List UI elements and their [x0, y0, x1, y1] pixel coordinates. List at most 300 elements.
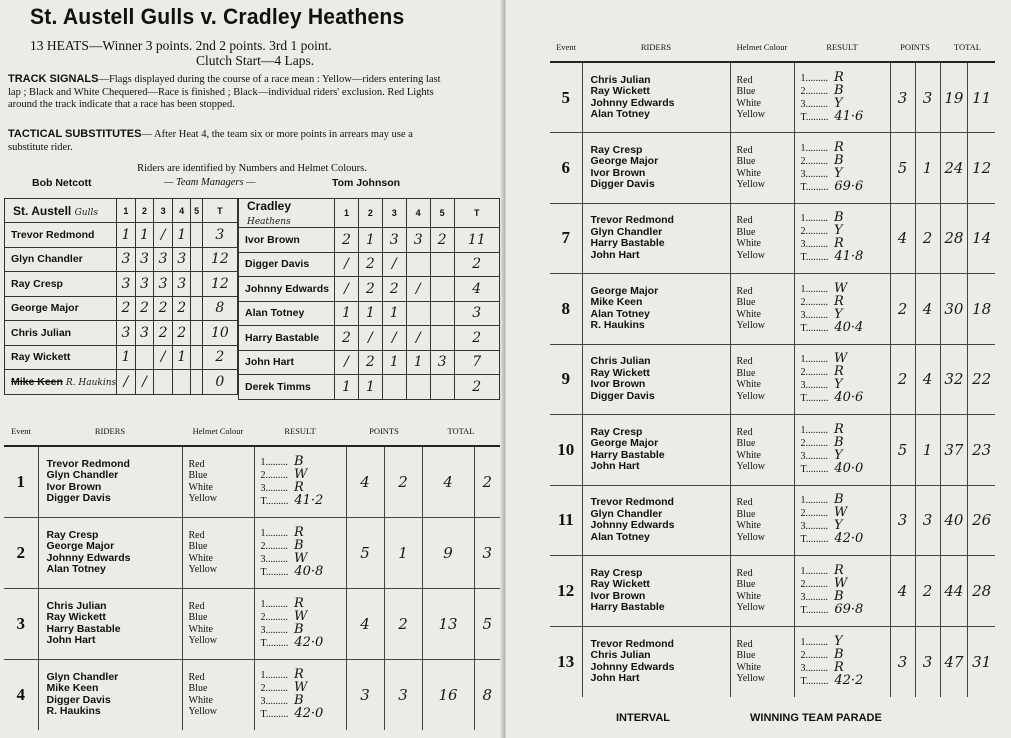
result-line: 2......... B: [800, 152, 844, 168]
helmet-colour: Red: [188, 671, 205, 683]
heat-number: 7: [550, 203, 582, 274]
grid-col-header: 2: [358, 199, 382, 228]
running-total-home: 47: [940, 626, 968, 697]
heat-helmets: [182, 446, 254, 517]
heat-row: [550, 203, 995, 274]
grid-row: [239, 326, 500, 351]
running-total-away: 31: [968, 626, 995, 697]
grid-score: 3: [154, 247, 173, 272]
grid-rider-name: Ray Cresp: [5, 272, 117, 297]
heat-rider: Chris Julian: [590, 355, 651, 368]
heat-points-away: 3: [915, 626, 940, 697]
heat-number: 5: [550, 62, 582, 133]
heat-points-away: 1: [915, 133, 940, 204]
result-line: 1......... R: [800, 139, 844, 155]
heat-rider: Ray Cresp: [590, 566, 643, 579]
running-total-home: 44: [940, 556, 968, 627]
grid-rider-name: John Hart: [239, 350, 335, 375]
grid-score: 1: [135, 223, 154, 248]
heat-rider: Mike Keen: [590, 296, 643, 309]
grid-row: [5, 272, 238, 297]
grid-rider-name: Trevor Redmond: [5, 223, 117, 248]
helmet-colour: Blue: [736, 226, 756, 238]
helmet-colour: White: [736, 520, 761, 532]
grid-score: /: [358, 326, 382, 351]
col-total: TOTAL: [422, 416, 500, 446]
grid-score: 1: [335, 301, 359, 326]
grid-score: [406, 375, 430, 400]
heat-riders: [38, 659, 182, 730]
grid-col-header: 5: [430, 199, 454, 228]
grid-col-header: T: [202, 199, 237, 223]
grid-col-header: 3: [154, 199, 173, 223]
col-riders: RIDERS: [38, 416, 182, 446]
grid-col-header: 3: [382, 199, 406, 228]
heat-number: 12: [550, 556, 582, 627]
result-line: T......... 42·0: [260, 634, 324, 650]
grid-score: [406, 301, 430, 326]
grid-score: 3: [135, 272, 154, 297]
heat-helmets: [730, 626, 794, 697]
identification-note: Riders are identified by Numbers and Helmet Colours.: [137, 163, 367, 174]
heat-rider: Ivor Brown: [46, 480, 102, 493]
heat-number: 13: [550, 626, 582, 697]
heat-points-away: 2: [915, 556, 940, 627]
heat-riders: [582, 344, 730, 415]
result-line: 3......... Y: [800, 306, 843, 322]
grid-score: /: [335, 252, 359, 277]
col-points: POINTS: [346, 416, 422, 446]
helmet-colour: Yellow: [188, 635, 217, 646]
grid-score: [191, 296, 202, 321]
grid-score: 2: [202, 345, 237, 370]
heat-row: [550, 415, 995, 486]
heat-rider: Digger Davis: [590, 178, 655, 191]
helmet-colour: White: [188, 552, 213, 564]
helmet-colour: Blue: [736, 367, 756, 379]
heat-result: [794, 626, 890, 697]
heat-result: [254, 659, 346, 730]
grid-score: 1: [382, 350, 406, 375]
helmet-colour: Red: [736, 215, 753, 227]
heat-riders: [582, 556, 730, 627]
heat-result: [794, 344, 890, 415]
helmet-colour: White: [736, 449, 761, 461]
helmet-colour: Blue: [736, 86, 756, 97]
running-total-away: 5: [474, 588, 500, 659]
grid-rider-name: Glyn Chandler: [5, 247, 117, 272]
grid-score: /: [406, 277, 430, 302]
grid-row: [239, 301, 500, 326]
heat-rider: Ivor Brown: [590, 378, 646, 391]
grid-score: 1: [382, 301, 406, 326]
heat-number: 8: [550, 274, 582, 345]
running-total-away: 22: [968, 344, 995, 415]
col-result: RESULT: [794, 32, 890, 62]
grid-score: [172, 370, 191, 395]
heat-riders: [38, 517, 182, 588]
helmet-colour: Yellow: [736, 249, 765, 261]
running-total-away: 2: [474, 446, 500, 517]
result-line: T......... 41·8: [800, 249, 864, 265]
result-line: 2......... B: [800, 434, 844, 450]
running-total-away: 23: [968, 415, 995, 486]
result-line: 1......... W: [800, 280, 848, 296]
heat-rider: R. Haukins: [46, 705, 101, 718]
helmet-colour: Blue: [188, 541, 208, 552]
result-line: T......... 40·0: [800, 460, 864, 476]
heat-rider: Trevor Redmond: [46, 457, 130, 470]
grid-col-header: 1: [117, 199, 136, 223]
col-helmet: Helmet Colour: [182, 416, 254, 446]
grid-score: 2: [454, 252, 499, 277]
grid-score: 1: [358, 228, 382, 253]
grid-score: [191, 321, 202, 346]
result-line: 3......... B: [260, 692, 304, 708]
grid-rider-name: Harry Bastable: [239, 326, 335, 351]
grid-score: [430, 252, 454, 277]
managers-label: — Team Managers —: [164, 177, 256, 188]
result-line: 3......... W: [260, 550, 308, 566]
grid-score: 2: [335, 326, 359, 351]
heat-helmets: [730, 344, 794, 415]
heat-row: [4, 659, 500, 730]
result-line: 1......... B: [260, 453, 304, 469]
heat-rider: Harry Bastable: [590, 601, 665, 614]
grid-score: 11: [454, 228, 499, 253]
heat-number: 2: [4, 517, 38, 588]
grid-score: [191, 247, 202, 272]
col-result: RESULT: [254, 416, 346, 446]
right-page: [506, 0, 1011, 738]
result-line: 3......... Y: [800, 518, 843, 534]
heat-helmets: [182, 659, 254, 730]
programme-title: St. Austell Gulls v. Cradley Heathens: [30, 4, 405, 29]
result-line: T......... 42·0: [260, 705, 324, 721]
grid-score: 1: [117, 223, 136, 248]
heat-points-home: 4: [890, 203, 915, 274]
grid-score: [135, 345, 154, 370]
heats-table-left: [4, 416, 500, 730]
heat-row: [550, 274, 995, 345]
result-line: 1......... W: [800, 351, 848, 367]
grid-score: 1: [172, 223, 191, 248]
heat-rider: Harry Bastable: [46, 622, 121, 635]
grid-score: [382, 375, 406, 400]
heat-rider: Glyn Chandler: [590, 507, 663, 520]
heat-rider: John Hart: [590, 672, 640, 684]
result-line: T......... 41·6: [800, 108, 864, 124]
helmet-colour: Blue: [736, 650, 756, 661]
heat-rider: Trevor Redmond: [590, 496, 674, 509]
grid-rider-name: Digger Davis: [239, 252, 335, 277]
running-total-home: 32: [940, 344, 968, 415]
grid-rider-name: Derek Timms: [239, 375, 335, 400]
heat-row: [550, 133, 995, 204]
heat-points-away: 4: [915, 274, 940, 345]
grid-score: 8: [202, 296, 237, 321]
heat-helmets: [182, 517, 254, 588]
running-total-home: 37: [940, 415, 968, 486]
heat-riders: [582, 485, 730, 556]
helmet-colour: Blue: [736, 297, 756, 309]
grid-score: 1: [172, 345, 191, 370]
heat-points-home: 3: [346, 659, 384, 730]
heat-rider: Glyn Chandler: [46, 469, 119, 482]
grid-score: /: [154, 223, 173, 248]
heat-points-home: 3: [890, 626, 915, 697]
result-line: 2......... B: [800, 646, 844, 662]
grid-col-header: 5: [191, 199, 202, 223]
running-total-away: 3: [474, 517, 500, 588]
grid-row: [239, 228, 500, 253]
heat-row: [550, 62, 995, 133]
heat-rider: John Hart: [46, 634, 96, 646]
heat-row: [4, 446, 500, 517]
helmet-colour: White: [736, 308, 761, 320]
heat-rider: Digger Davis: [46, 492, 111, 505]
grid-score: 2: [154, 321, 173, 346]
grid-score: /: [406, 326, 430, 351]
helmet-colour: White: [188, 481, 213, 493]
result-line: T......... 40·8: [260, 563, 324, 579]
away-manager: Tom Johnson: [332, 177, 401, 189]
grid-score: 12: [202, 272, 237, 297]
grid-score: /: [154, 345, 173, 370]
grid-score: 2: [117, 296, 136, 321]
running-total-away: 14: [968, 203, 995, 274]
grid-score: /: [135, 370, 154, 395]
helmet-colour: White: [736, 167, 761, 179]
heat-rider: Mike Keen: [46, 682, 99, 695]
heat-rider: Johnny Edwards: [590, 660, 675, 673]
left-page: [0, 0, 504, 738]
grid-score: 3: [454, 301, 499, 326]
helmet-colour: Blue: [188, 683, 208, 695]
heat-points-home: 4: [346, 446, 384, 517]
heat-rider: Ray Wickett: [590, 578, 650, 591]
heats-table-right: [550, 32, 995, 697]
heat-number: 10: [550, 415, 582, 486]
result-line: 1......... R: [800, 562, 844, 578]
grid-score: /: [335, 277, 359, 302]
heat-rider: Ray Cresp: [46, 528, 99, 541]
helmet-colour: Blue: [188, 612, 208, 623]
heat-number: 6: [550, 133, 582, 204]
result-line: 3......... B: [260, 621, 304, 637]
heat-points-home: 4: [890, 556, 915, 627]
result-line: 3......... R: [260, 479, 304, 495]
grid-score: 1: [335, 375, 359, 400]
result-line: T......... 69·6: [800, 178, 864, 194]
heat-result: [794, 62, 890, 133]
result-line: T......... 69·8: [800, 601, 864, 617]
grid-score: 3: [172, 272, 191, 297]
grid-row: [239, 252, 500, 277]
grid-row: [5, 370, 238, 395]
heat-row: [550, 556, 995, 627]
grid-team-name: St. Austell Gulls: [5, 199, 117, 223]
grid-score: 1: [358, 375, 382, 400]
grid-score: 10: [202, 321, 237, 346]
heat-row: [550, 485, 995, 556]
heat-rider: Trevor Redmond: [590, 214, 674, 227]
helmet-colour: White: [188, 623, 213, 635]
running-total-away: 26: [968, 485, 995, 556]
helmet-colour: Yellow: [736, 461, 765, 473]
grid-score: 1: [406, 350, 430, 375]
heat-riders: [582, 274, 730, 345]
heat-row: [550, 626, 995, 697]
away-score-grid: [238, 198, 500, 400]
heat-rider: Digger Davis: [46, 693, 111, 706]
grid-score: 3: [382, 228, 406, 253]
helmet-colour: White: [736, 97, 761, 109]
grid-row: [5, 247, 238, 272]
heat-points-home: 3: [890, 62, 915, 133]
col-points: POINTS: [890, 32, 940, 62]
col-event: Event: [4, 416, 38, 446]
grid-score: 3: [154, 272, 173, 297]
heat-rider: Glyn Chandler: [46, 670, 119, 683]
grid-score: [191, 272, 202, 297]
grid-score: 2: [335, 228, 359, 253]
helmet-colour: Blue: [736, 156, 756, 168]
grid-score: [191, 223, 202, 248]
heat-rider: Ray Cresp: [590, 143, 643, 156]
result-line: 3......... Y: [800, 377, 843, 393]
heat-rider: Johnny Edwards: [590, 96, 675, 109]
grid-score: 1: [117, 345, 136, 370]
heat-points-away: 2: [915, 203, 940, 274]
running-total-home: 28: [940, 203, 968, 274]
grid-col-header: T: [454, 199, 499, 228]
result-line: 3......... R: [800, 659, 844, 675]
tactical-substitutes: [8, 128, 448, 154]
grid-score: 4: [454, 277, 499, 302]
heat-result: [794, 133, 890, 204]
heat-points-home: 5: [346, 517, 384, 588]
heat-helmets: [730, 556, 794, 627]
running-total-home: 30: [940, 274, 968, 345]
grid-rider-name: Alan Totney: [239, 301, 335, 326]
home-manager: Bob Netcott: [32, 177, 92, 189]
running-total-home: 16: [422, 659, 474, 730]
heat-rider: Digger Davis: [590, 389, 655, 402]
heat-number: 1: [4, 446, 38, 517]
heat-riders: [582, 62, 730, 133]
heat-rider: John Hart: [590, 460, 640, 473]
grid-score: 2: [172, 321, 191, 346]
result-line: 2......... W: [800, 505, 848, 521]
heat-helmets: [182, 588, 254, 659]
helmet-colour: White: [188, 694, 213, 706]
helmet-colour: Yellow: [736, 179, 765, 191]
grid-score: 3: [135, 321, 154, 346]
helmet-colour: Red: [736, 144, 753, 156]
grid-row: [239, 375, 500, 400]
helmet-colour: White: [736, 238, 761, 250]
col-event: Event: [550, 32, 582, 62]
grid-score: 3: [117, 272, 136, 297]
result-line: 2......... W: [260, 466, 308, 482]
heat-number: 3: [4, 588, 38, 659]
heat-points-away: 3: [384, 659, 422, 730]
heat-result: [794, 415, 890, 486]
running-total-home: 13: [422, 588, 474, 659]
heat-rider: Alan Totney: [46, 563, 106, 575]
grid-score: 2: [358, 252, 382, 277]
heat-rider: Ray Cresp: [590, 425, 643, 438]
grid-score: 2: [358, 277, 382, 302]
grid-score: 3: [406, 228, 430, 253]
heat-points-away: 2: [384, 588, 422, 659]
grid-score: 12: [202, 247, 237, 272]
helmet-colour: Red: [736, 567, 753, 579]
grid-col-header: 1: [335, 199, 359, 228]
heat-riders: [582, 415, 730, 486]
grid-row: [239, 277, 500, 302]
heat-points-away: 3: [915, 62, 940, 133]
grid-rider-note: R. Haukins: [65, 377, 117, 388]
result-line: T......... 41·2: [260, 492, 324, 508]
grid-score: 7: [454, 350, 499, 375]
heat-rider: Chris Julian: [46, 599, 107, 612]
result-line: T......... 40·6: [800, 390, 864, 406]
result-line: 3......... Y: [800, 447, 843, 463]
running-total-home: 19: [940, 62, 968, 133]
heat-rider: Johnny Edwards: [46, 551, 131, 564]
result-line: 2......... W: [260, 679, 308, 695]
heat-rider: George Major: [590, 437, 659, 450]
result-line: 1......... Y: [800, 633, 843, 649]
heat-helmets: [730, 203, 794, 274]
result-line: 1......... R: [260, 666, 304, 682]
result-line: 1......... R: [800, 69, 844, 85]
helmet-colour: White: [736, 379, 761, 391]
heat-rider: Alan Totney: [590, 108, 650, 120]
helmet-colour: Red: [188, 529, 205, 541]
grid-score: [154, 370, 173, 395]
helmet-colour: Red: [736, 497, 753, 509]
heat-points-away: 3: [915, 485, 940, 556]
grid-score: 3: [430, 350, 454, 375]
helmet-colour: Yellow: [188, 564, 217, 575]
result-line: 2......... W: [260, 608, 308, 624]
result-line: 2......... B: [800, 82, 844, 98]
grid-score: 1: [358, 301, 382, 326]
result-line: T......... 42·2: [800, 672, 864, 688]
helmet-colour: Blue: [736, 579, 756, 591]
result-line: 3......... B: [800, 588, 844, 604]
heat-helmets: [730, 415, 794, 486]
col-helmet: Helmet Colour: [730, 32, 794, 62]
grid-row: [5, 223, 238, 248]
grid-score: [430, 277, 454, 302]
track-signals: [8, 73, 448, 112]
heat-result: [254, 588, 346, 659]
grid-rider-name: George Major: [5, 296, 117, 321]
result-line: 2......... B: [260, 537, 304, 553]
heat-riders: [582, 626, 730, 697]
heat-rider: R. Haukins: [590, 319, 645, 332]
heat-points-away: 1: [915, 415, 940, 486]
heat-row: [550, 344, 995, 415]
result-line: 1......... B: [800, 492, 844, 508]
heat-result: [794, 203, 890, 274]
heat-number: 11: [550, 485, 582, 556]
helmet-colour: Red: [736, 285, 753, 297]
